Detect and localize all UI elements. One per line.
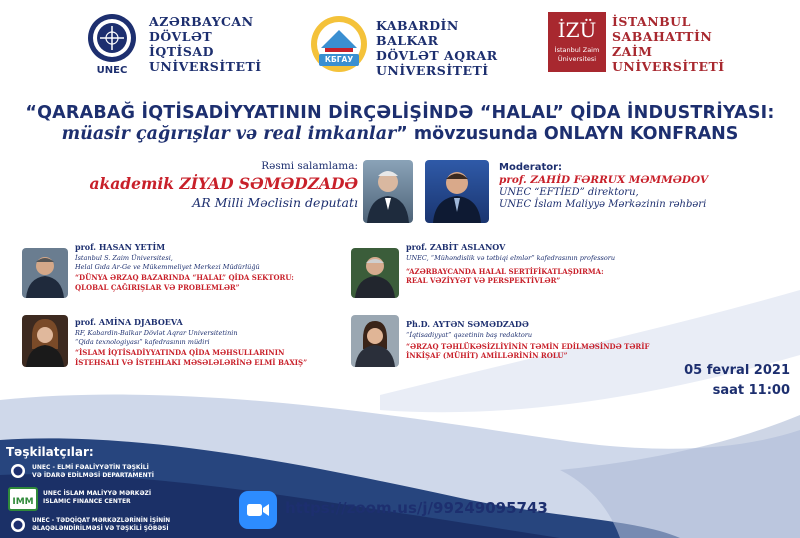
izu-badge-line2: Üniversitesi	[557, 55, 597, 63]
speaker4-desc1: “İqtisadiyyat” qəzetinin baş redaktoru	[406, 331, 533, 339]
unec-name: AZƏRBAYCAN DÖVLƏT İQTİSAD UNİVERSİTETİ	[149, 14, 262, 74]
speaker3-photo	[22, 315, 68, 367]
greeting-photo	[363, 160, 413, 223]
izu-name: İSTANBUL SABAHATTİN ZAİM UNİVERSİTETİ	[612, 14, 725, 74]
speaker2-topic1: “AZƏRBAYCANDA HALAL SERTİFİKATLAŞDIRMA:	[406, 266, 604, 276]
speaker2-photo	[351, 248, 399, 298]
organizers-label: Təşkilatçılar:	[6, 445, 94, 459]
speaker1-name: prof. HASAN YETİM	[75, 242, 166, 252]
zoom-icon[interactable]	[239, 491, 277, 529]
organizer3-icon	[10, 517, 26, 533]
speaker4-topic1: “ƏRZAQ TƏHLÜKƏSİZLİYİNİN TƏMİN EDİLMƏSİNDƏ TƏRİF	[406, 341, 650, 351]
zoom-link[interactable]: https://zoom.us/j/99249095743	[285, 499, 548, 517]
greeting-role: AR Milli Məclisin deputatı	[192, 195, 358, 210]
speaker2-topic2: REAL VƏZİYYƏT VƏ PERSPEKTİVLƏR”	[406, 276, 561, 285]
imm-badge: IMM	[12, 497, 34, 507]
greeting-name: akademik ZİYAD SƏMƏDZADƏ	[89, 174, 358, 193]
speaker3-topic1: “İSLAM İQTİSADİYYATINDA QİDA MƏHSULLARININ	[75, 348, 285, 357]
title-subtitle: müasir çağırışlar və real imkanlar	[61, 124, 397, 144]
conference-title-line2	[0, 124, 800, 144]
moderator-block	[499, 162, 789, 210]
moderator-photo	[425, 160, 489, 223]
organizer2-icon	[8, 487, 38, 511]
moderator-role1: UNEC “EFTİED” direktoru,	[499, 187, 639, 198]
speaker4-topic2: İNKİŞAF (MÜHİT) AMİLLƏRİNİN ROLU”	[406, 351, 568, 360]
kbgau-emblem-icon	[307, 12, 371, 80]
speaker1-topic2: QLOBAL ÇAĞIRIŞLAR VƏ PROBLEMLƏR”	[75, 282, 240, 292]
title-suffix: ” mövzusunda ONLAYN KONFRANS	[396, 124, 739, 144]
speaker3-desc1: RF, Kabardin-Balkar Dövlət Aqrar Universitetinin	[75, 329, 238, 337]
greeting-block	[0, 160, 358, 210]
speaker1-desc2: Helal Gıda Ar-Ge ve Mükemmeliyet Merkezi Müdürlüğü	[75, 262, 260, 271]
speaker4-name: Ph.D. AYTƏN SƏMƏDZADƏ	[406, 319, 529, 329]
unec-badge: UNEC	[96, 65, 128, 76]
conference-title-line1: “QARABAĞ İQTİSADİYYATININ DİRÇƏLİŞİNDƏ “HALAL” QİDA İNDUSTRİYASI:	[25, 103, 775, 123]
kbgau-badge: КБГАУ	[324, 55, 354, 64]
speaker2-name: prof. ZABİT ASLANOV	[406, 242, 506, 252]
speaker3-topic2: İSTEHSALI VƏ İSTEHLAKI MƏSƏLƏLƏRİNƏ ELMİ BAXIŞ”	[75, 357, 308, 367]
izu-badge-line1: İstanbul Zaim	[554, 46, 600, 54]
speaker1-info	[75, 242, 345, 292]
speaker1-photo	[22, 248, 68, 298]
speaker3-desc2: “Qida texnologiyası” kafedrasının müdiri	[75, 337, 210, 346]
event-time: saat 11:00	[712, 383, 790, 398]
speaker4-info	[406, 319, 691, 361]
speaker4-photo	[351, 315, 399, 367]
organizer1-icon	[10, 463, 26, 479]
kbgau-name: KABARDİN BALKAR DÖVLƏT AQRAR UNİVERSİTETİ	[376, 18, 498, 78]
kbgau-logo	[307, 12, 371, 80]
izu-mark: İZÜ	[557, 18, 597, 42]
organizer1: UNEC - ELMİ FƏALİYYƏTİN TƏŞKİLİ VƏ İDARƏ EDİLMƏSİ DEPARTAMENTİ	[32, 464, 154, 479]
speaker3-name: prof. AMİNA DJABOEVA	[75, 317, 183, 327]
speaker3-info	[75, 317, 345, 367]
speaker2-info	[406, 242, 686, 286]
speaker2-desc1: UNEC, “Mühəndislik və tətbiqi elmlər” kafedrasının professoru	[406, 254, 616, 262]
greeting-label: Rəsmi salamlama:	[261, 160, 358, 172]
moderator-role2: UNEC İslam Maliyyə Mərkəzinin rəhbəri	[499, 199, 707, 210]
event-date: 05 fevral 2021	[684, 363, 790, 378]
organizer2: UNEC İSLAM MALİYYƏ MƏRKƏZİ ISLAMIC FINANCE CENTER	[43, 490, 152, 505]
moderator-label: Moderator:	[499, 162, 563, 173]
moderator-name: prof. ZAHİD FƏRRUX MƏMMƏDOV	[499, 174, 709, 186]
speaker1-topic1: “DÜNYA ƏRZAQ BAZARINDA “HALAL” QİDA SEKTORU:	[75, 273, 294, 282]
speaker1-desc1: İstanbul S. Zaim Üniversitesi,	[75, 254, 173, 262]
izu-logo	[548, 12, 606, 72]
organizer3: UNEC - TƏDQİQAT MƏRKƏZLƏRİNİN İŞİNİN ƏLAQƏLƏNDİRİLMƏSİ VƏ TƏŞKİLİ ŞÖBƏSİ	[32, 518, 171, 532]
unec-logo	[80, 10, 144, 78]
